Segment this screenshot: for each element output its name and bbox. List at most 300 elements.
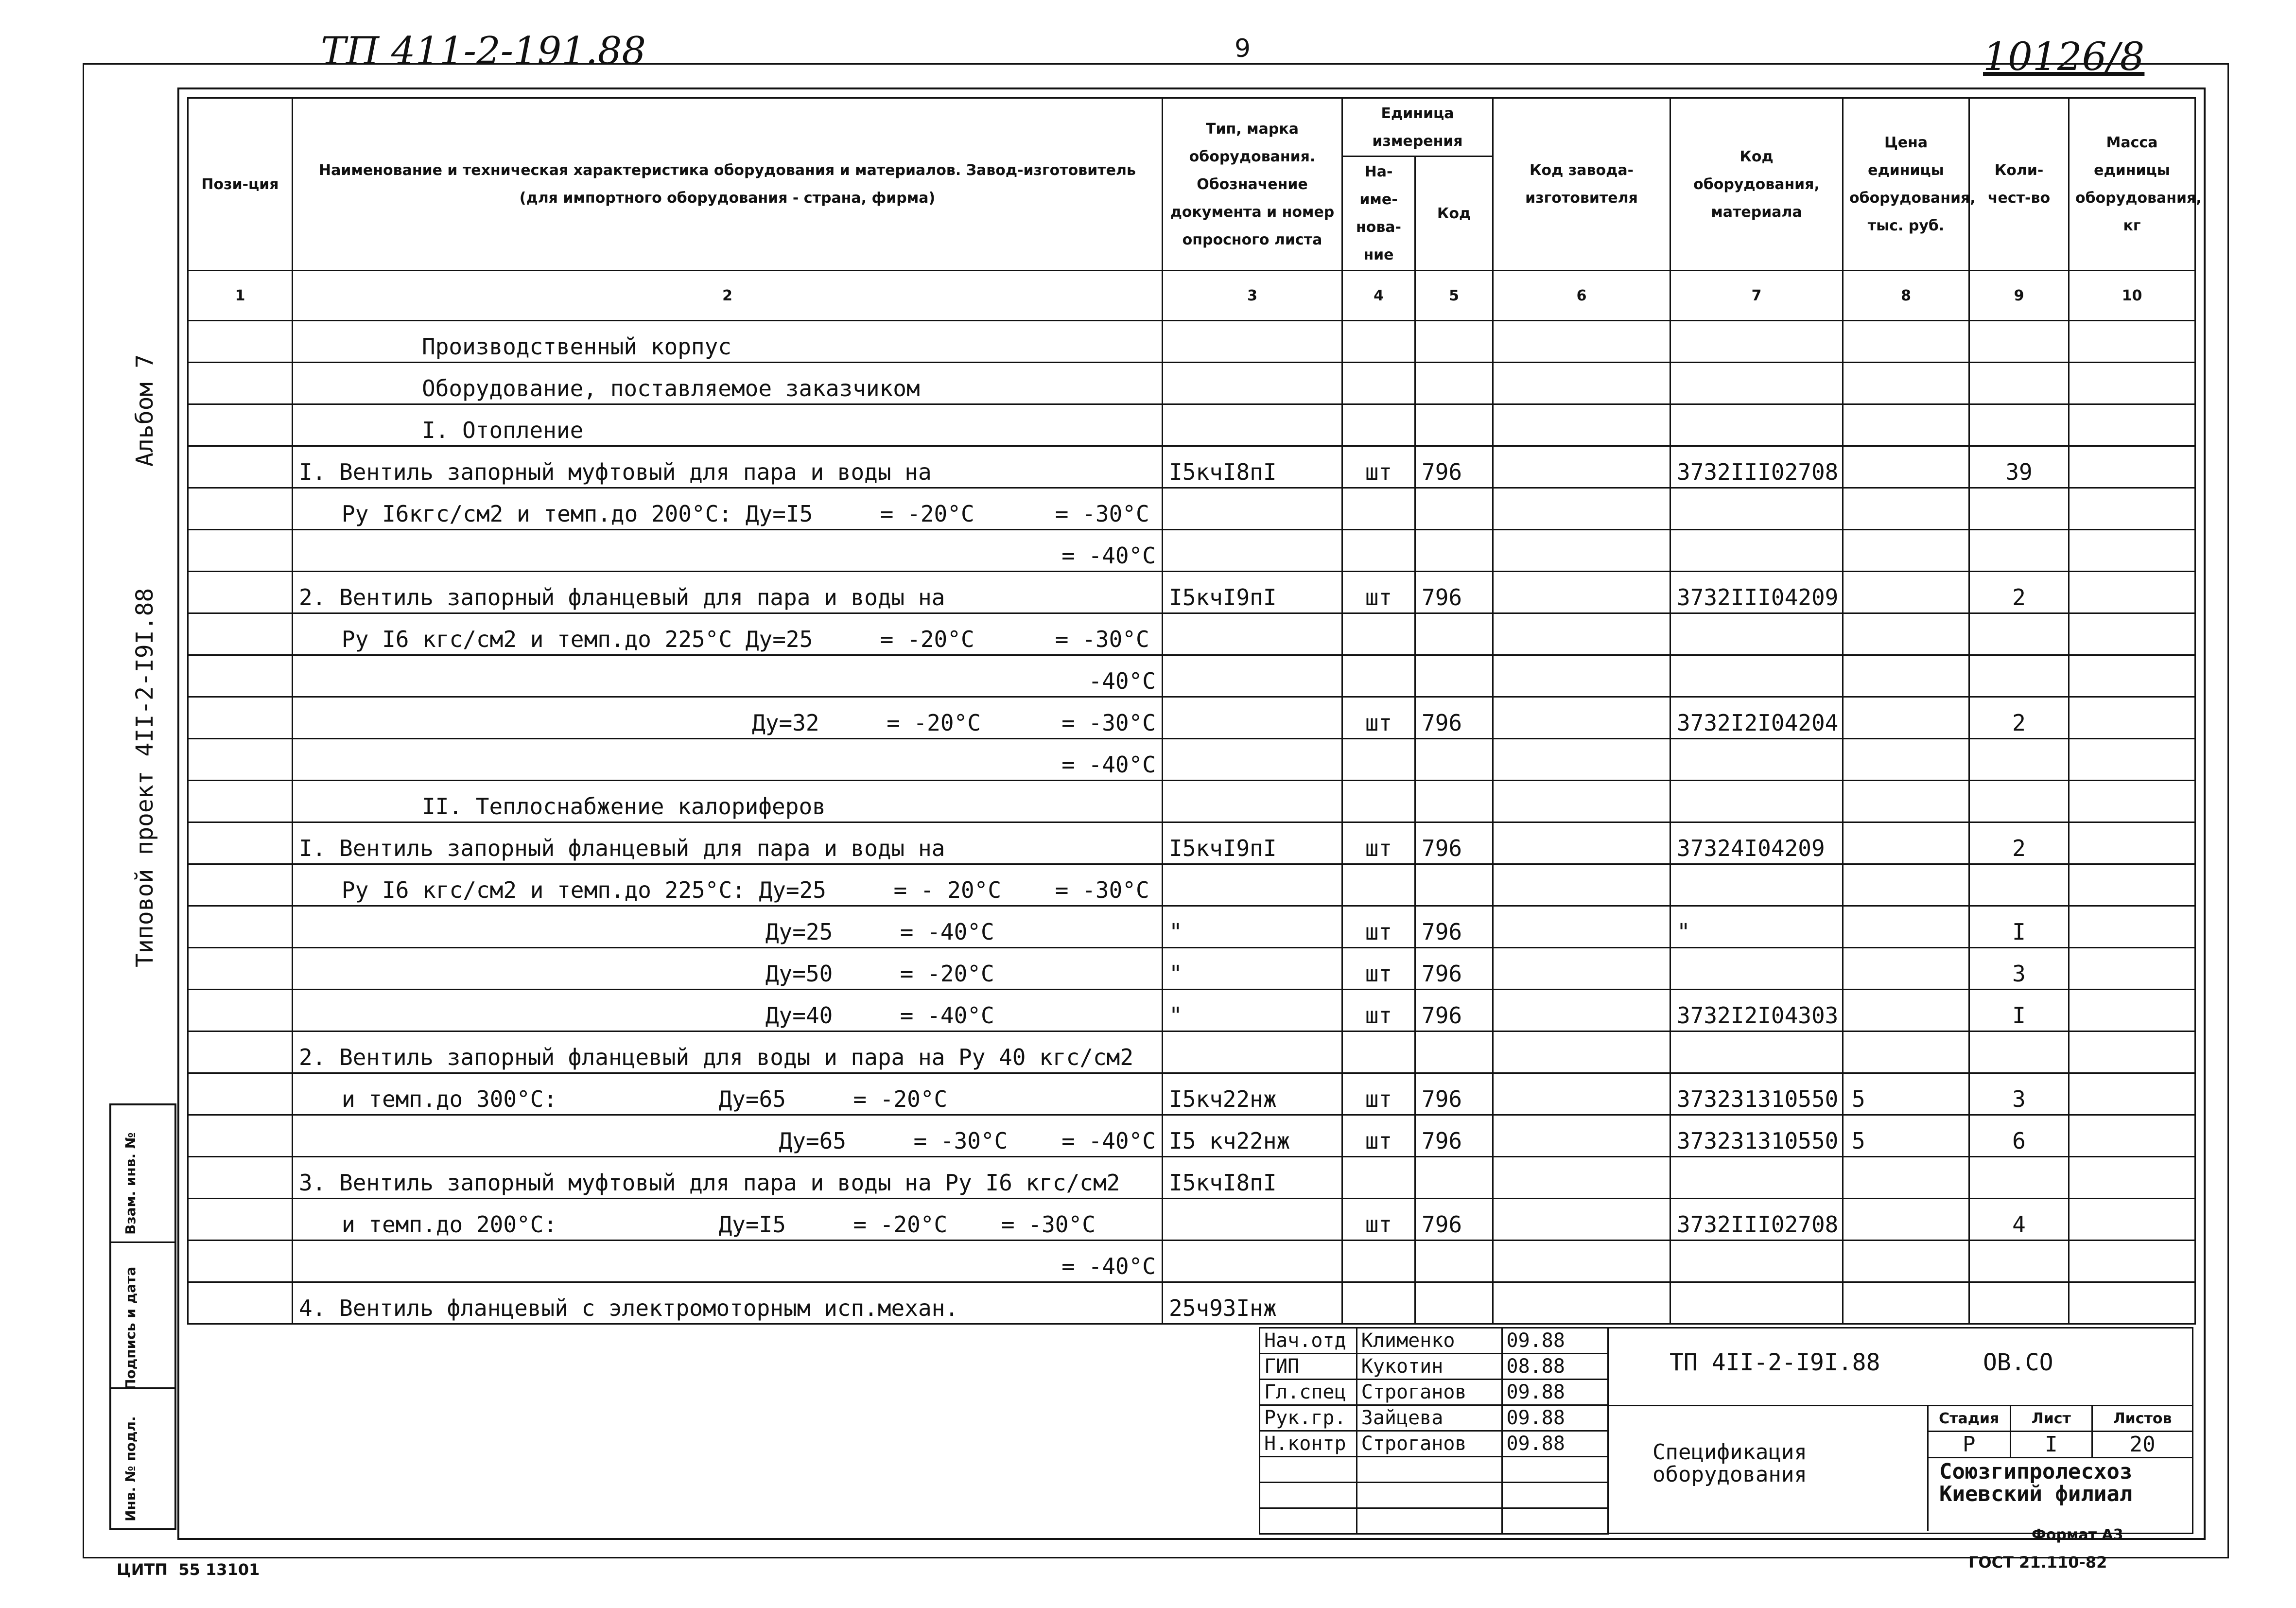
row-equipment-code: 373231310550 5 (1670, 1073, 1843, 1115)
signer-name: Строганов (1357, 1380, 1502, 1405)
row-mass (2069, 1241, 2195, 1282)
row-equipment-code (1670, 739, 1843, 781)
row-equipment-code (1670, 488, 1843, 530)
row-unit-code: 796 (1415, 822, 1493, 864)
row-position (188, 1031, 293, 1073)
row-price (1843, 822, 1969, 864)
row-factory-code (1493, 1115, 1670, 1157)
row-price (1843, 530, 1969, 572)
row-unit-code: 796 (1415, 697, 1493, 739)
row-unit-name (1342, 655, 1415, 697)
row-type (1163, 1199, 1342, 1241)
row-equipment-code: " (1670, 906, 1843, 948)
sheet-value: I (2010, 1432, 2092, 1458)
signer-row (1260, 1380, 1608, 1405)
row-type: I5кчI8пI (1163, 1157, 1342, 1199)
signer-role: ГИП (1260, 1354, 1357, 1380)
row-position (188, 1241, 293, 1282)
col-num: 3 (1163, 271, 1342, 321)
row-equipment-code: 3732I2I04204 (1670, 697, 1843, 739)
row-factory-code (1493, 530, 1670, 572)
row-mass (2069, 990, 2195, 1031)
row-price (1843, 1282, 1969, 1324)
row-price (1843, 948, 1969, 990)
row-unit-code (1415, 363, 1493, 404)
row-equipment-code (1670, 781, 1843, 822)
row-unit-code: 796 (1415, 906, 1493, 948)
row-mass (2069, 1031, 2195, 1073)
col-num: 8 (1843, 271, 1969, 321)
row-unit-name (1342, 321, 1415, 363)
row-mass (2069, 446, 2195, 488)
side-stamp (109, 1103, 176, 1530)
row-factory-code (1493, 572, 1670, 613)
row-mass (2069, 488, 2195, 530)
row-position (188, 906, 293, 948)
row-mass (2069, 1157, 2195, 1199)
row-equipment-code (1670, 1157, 1843, 1199)
header-type: Тип, марка оборудования. Обозначение документа и номер опросного листа (1163, 98, 1342, 271)
row-unit-code: 796 (1415, 1073, 1493, 1115)
table-row (188, 321, 2195, 363)
album-label: Альбом 7 (131, 354, 158, 467)
stamp-podpis-data: Подпись и дата (122, 1266, 139, 1390)
row-type: " (1163, 906, 1342, 948)
row-position (188, 572, 293, 613)
table-row (188, 363, 2195, 404)
row-price (1843, 572, 1969, 613)
header-unit: Единица измерения (1342, 98, 1493, 157)
row-mass (2069, 948, 2195, 990)
table-row (188, 864, 2195, 906)
row-quantity (1969, 321, 2069, 363)
row-price (1843, 363, 1969, 404)
row-position (188, 363, 293, 404)
row-type (1163, 488, 1342, 530)
row-unit-code (1415, 1031, 1493, 1073)
row-quantity: 2 (1969, 697, 2069, 739)
row-unit-code (1415, 404, 1493, 446)
row-quantity: 39 (1969, 446, 2069, 488)
row-name: Ду=25 = -40°С (293, 906, 1163, 948)
row-position (188, 822, 293, 864)
row-type: I5кч22нж (1163, 1073, 1342, 1115)
row-price (1843, 404, 1969, 446)
row-unit-name (1342, 1157, 1415, 1199)
row-factory-code (1493, 864, 1670, 906)
row-mass (2069, 1282, 2195, 1324)
row-name: 3. Вентиль запорный муфтовый для пара и воды на Ру I6 кгс/см2 (293, 1157, 1163, 1199)
row-quantity: 3 (1969, 948, 2069, 990)
row-name: 2. Вентиль запорный фланцевый для воды и пара на Ру 40 кгс/см2 (293, 1031, 1163, 1073)
signer-name: Зайцева (1357, 1405, 1502, 1431)
row-equipment-code: 3732I2I04303 (1670, 990, 1843, 1031)
signer-date: 08.88 (1502, 1354, 1608, 1380)
row-unit-name: шт (1342, 572, 1415, 613)
table-row (188, 1241, 2195, 1282)
doc-code: ТП 4II-2-I9I.88 (1670, 1349, 1880, 1376)
row-quantity: 2 (1969, 572, 2069, 613)
row-unit-name: шт (1342, 822, 1415, 864)
row-equipment-code: 37324I04209 (1670, 822, 1843, 864)
row-position (188, 321, 293, 363)
row-unit-name (1342, 781, 1415, 822)
row-mass (2069, 613, 2195, 655)
row-mass (2069, 1115, 2195, 1157)
row-unit-name (1342, 488, 1415, 530)
row-factory-code (1493, 739, 1670, 781)
row-factory-code (1493, 822, 1670, 864)
row-factory-code (1493, 1199, 1670, 1241)
header-unit-name: На-име-нова-ние (1342, 157, 1415, 271)
row-type (1163, 530, 1342, 572)
header-price: Цена единицы оборудования, тыс. руб. (1843, 98, 1969, 271)
table-row (188, 781, 2195, 822)
row-unit-code: 796 (1415, 948, 1493, 990)
header-name: Наименование и техническая характеристика оборудования и материалов. Завод-изготовитель (для импортного оборудования - страна, фирма) (293, 98, 1163, 271)
header-pos: Пози-ция (188, 98, 293, 271)
signatures-block (1259, 1327, 1609, 1535)
col-num: 5 (1415, 271, 1493, 321)
table-row (188, 530, 2195, 572)
row-factory-code (1493, 363, 1670, 404)
row-position (188, 404, 293, 446)
signer-name: Клименко (1357, 1328, 1502, 1354)
row-type (1163, 697, 1342, 739)
signer-role: Гл.спец (1260, 1380, 1357, 1405)
row-unit-name: шт (1342, 697, 1415, 739)
sheet-label: Лист (2010, 1406, 2092, 1432)
row-name: Производственный корпус (293, 321, 1163, 363)
row-name: = -40°С (293, 739, 1163, 781)
col-num: 2 (293, 271, 1163, 321)
gost-label: ГОСТ 21.110-82 (1968, 1553, 2107, 1572)
row-unit-code: 796 (1415, 1115, 1493, 1157)
row-equipment-code: 3732III02708 (1670, 446, 1843, 488)
row-name: I. Вентиль запорный муфтовый для пара и воды на (293, 446, 1163, 488)
row-type (1163, 864, 1342, 906)
signer-role: Нач.отд (1260, 1328, 1357, 1354)
row-unit-code (1415, 530, 1493, 572)
row-type: I5кчI9пI (1163, 572, 1342, 613)
row-quantity (1969, 1031, 2069, 1073)
row-unit-code (1415, 1282, 1493, 1324)
row-mass (2069, 404, 2195, 446)
row-price (1843, 1241, 1969, 1282)
row-unit-code (1415, 739, 1493, 781)
row-quantity (1969, 530, 2069, 572)
row-unit-code (1415, 321, 1493, 363)
header-equipment-code: Код оборудования, материала (1670, 98, 1843, 271)
row-unit-name: шт (1342, 446, 1415, 488)
header-unit-code: Код (1415, 157, 1493, 271)
row-unit-name (1342, 739, 1415, 781)
row-quantity (1969, 1157, 2069, 1199)
table-row (188, 404, 2195, 446)
row-name: Ду=32 = -20°С = -30°С (293, 697, 1163, 739)
signer-name: Кукотин (1357, 1354, 1502, 1380)
row-mass (2069, 1073, 2195, 1115)
signer-date: 09.88 (1502, 1328, 1608, 1354)
signer-role: Рук.гр. (1260, 1405, 1357, 1431)
row-equipment-code: 3732III02708 (1670, 1199, 1843, 1241)
table-row (188, 948, 2195, 990)
row-unit-code (1415, 781, 1493, 822)
row-equipment-code (1670, 530, 1843, 572)
row-name: Ду=50 = -20°С (293, 948, 1163, 990)
row-unit-code (1415, 613, 1493, 655)
row-equipment-code (1670, 404, 1843, 446)
row-quantity (1969, 864, 2069, 906)
row-quantity (1969, 739, 2069, 781)
row-type: " (1163, 990, 1342, 1031)
row-mass (2069, 530, 2195, 572)
row-name: Ду=65 = -30°С = -40°С (293, 1115, 1163, 1157)
table-row (188, 572, 2195, 613)
row-price (1843, 1157, 1969, 1199)
table-row (188, 1115, 2195, 1157)
row-factory-code (1493, 404, 1670, 446)
row-name: 2. Вентиль запорный фланцевый для пара и воды на (293, 572, 1163, 613)
stage-label: Стадия (1928, 1406, 2011, 1432)
row-equipment-code (1670, 655, 1843, 697)
row-equipment-code (1670, 363, 1843, 404)
row-factory-code (1493, 321, 1670, 363)
header-mass: Масса единицы оборудования, кг (2069, 98, 2195, 271)
sheets-label: Листов (2092, 1406, 2193, 1432)
organization: Союзгипролесхоз Киевский филиал (1939, 1459, 2133, 1506)
row-factory-code (1493, 1282, 1670, 1324)
col-num: 9 (1969, 271, 2069, 321)
table-row (188, 488, 2195, 530)
row-unit-code (1415, 488, 1493, 530)
row-quantity (1969, 655, 2069, 697)
row-type (1163, 1241, 1342, 1282)
signer-name: Строганов (1357, 1431, 1502, 1457)
row-name: и темп.до 200°С: Ду=I5 = -20°С = -30°С (293, 1199, 1163, 1241)
row-quantity (1969, 363, 2069, 404)
doc-title: Спецификация оборудования (1652, 1440, 1807, 1487)
row-type (1163, 404, 1342, 446)
row-unit-name: шт (1342, 948, 1415, 990)
row-factory-code (1493, 1031, 1670, 1073)
row-price (1843, 781, 1969, 822)
signer-row (1260, 1405, 1608, 1431)
row-mass (2069, 906, 2195, 948)
row-position (188, 613, 293, 655)
row-factory-code (1493, 1157, 1670, 1199)
handwritten-doc-code: ТП 411-2-191.88 (321, 29, 646, 73)
row-type (1163, 1031, 1342, 1073)
row-type: 25ч93Iнж (1163, 1282, 1342, 1324)
row-type (1163, 739, 1342, 781)
row-unit-name: шт (1342, 906, 1415, 948)
archive-number: 10126/8 (1983, 34, 2145, 79)
row-unit-code (1415, 1241, 1493, 1282)
row-factory-code (1493, 488, 1670, 530)
row-mass (2069, 1199, 2195, 1241)
row-name: и темп.до 300°С: Ду=65 = -20°С (293, 1073, 1163, 1115)
signer-date: 09.88 (1502, 1431, 1608, 1457)
signer-row (1260, 1431, 1608, 1457)
row-price (1843, 446, 1969, 488)
row-unit-code: 796 (1415, 1199, 1493, 1241)
table-row (188, 1282, 2195, 1324)
row-quantity: I (1969, 906, 2069, 948)
row-factory-code (1493, 906, 1670, 948)
row-name: Ру I6 кгс/см2 и темп.до 225°С Ду=25 = -20°С = -30°С (293, 613, 1163, 655)
table-row (188, 739, 2195, 781)
row-quantity: 2 (1969, 822, 2069, 864)
row-price (1843, 1031, 1969, 1073)
row-name: I. Отопление (293, 404, 1163, 446)
table-row (188, 613, 2195, 655)
row-name: = -40°С (293, 530, 1163, 572)
row-type: I5кчI9пI (1163, 822, 1342, 864)
row-position (188, 739, 293, 781)
row-quantity (1969, 1282, 2069, 1324)
col-num: 1 (188, 271, 293, 321)
header-factory-code: Код завода-изготовителя (1493, 98, 1670, 271)
row-mass (2069, 781, 2195, 822)
row-unit-name: шт (1342, 1073, 1415, 1115)
row-unit-name (1342, 1282, 1415, 1324)
row-name: II. Теплоснабжение калориферов (293, 781, 1163, 822)
row-name: = -40°С (293, 1241, 1163, 1282)
stage-value: Р (1928, 1432, 2011, 1458)
bottom-left-code: ЦИТП 55 13101 (117, 1560, 260, 1579)
row-equipment-code (1670, 864, 1843, 906)
row-factory-code (1493, 697, 1670, 739)
row-price (1843, 739, 1969, 781)
row-position (188, 990, 293, 1031)
row-unit-name (1342, 613, 1415, 655)
row-position (188, 1073, 293, 1115)
row-equipment-code (1670, 613, 1843, 655)
row-mass (2069, 572, 2195, 613)
row-price (1843, 697, 1969, 739)
row-equipment-code (1670, 321, 1843, 363)
row-factory-code (1493, 613, 1670, 655)
row-position (188, 864, 293, 906)
row-factory-code (1493, 948, 1670, 990)
row-equipment-code (1670, 1282, 1843, 1324)
row-mass (2069, 321, 2195, 363)
row-unit-name: шт (1342, 1199, 1415, 1241)
row-price (1843, 488, 1969, 530)
col-num: 7 (1670, 271, 1843, 321)
row-type (1163, 321, 1342, 363)
row-quantity (1969, 1241, 2069, 1282)
row-quantity: I (1969, 990, 2069, 1031)
row-name: 4. Вентиль фланцевый с электромоторным исп.механ. (293, 1282, 1163, 1324)
row-mass (2069, 822, 2195, 864)
row-factory-code (1493, 446, 1670, 488)
row-unit-code: 796 (1415, 446, 1493, 488)
row-position (188, 1282, 293, 1324)
row-equipment-code (1670, 1241, 1843, 1282)
row-equipment-code: 3732III04209 (1670, 572, 1843, 613)
signer-role: Н.контр (1260, 1431, 1357, 1457)
row-price (1843, 321, 1969, 363)
row-unit-name (1342, 404, 1415, 446)
table-row (188, 1073, 2195, 1115)
sheets-value: 20 (2092, 1432, 2193, 1458)
row-unit-code: 796 (1415, 990, 1493, 1031)
row-price (1843, 864, 1969, 906)
table-row (188, 655, 2195, 697)
row-factory-code (1493, 655, 1670, 697)
row-unit-code (1415, 1157, 1493, 1199)
signer-row (1260, 1328, 1608, 1354)
row-position (188, 1199, 293, 1241)
row-type: I5кчI8пI (1163, 446, 1342, 488)
col-num: 6 (1493, 271, 1670, 321)
row-position (188, 697, 293, 739)
col-num: 10 (2069, 271, 2195, 321)
table-row (188, 906, 2195, 948)
row-mass (2069, 655, 2195, 697)
row-mass (2069, 864, 2195, 906)
stamp-vzam-inv: Взам. инв. № (122, 1132, 139, 1235)
row-position (188, 781, 293, 822)
row-position (188, 530, 293, 572)
row-unit-code (1415, 864, 1493, 906)
row-unit-name (1342, 1031, 1415, 1073)
row-unit-name: шт (1342, 1115, 1415, 1157)
signer-date: 09.88 (1502, 1405, 1608, 1431)
row-mass (2069, 363, 2195, 404)
table-row (188, 697, 2195, 739)
row-quantity: 3 (1969, 1073, 2069, 1115)
row-position (188, 446, 293, 488)
row-position (188, 488, 293, 530)
row-type: " (1163, 948, 1342, 990)
page-number: 9 (1235, 34, 1251, 63)
row-position (188, 1115, 293, 1157)
row-position (188, 948, 293, 990)
row-unit-name: шт (1342, 990, 1415, 1031)
col-num: 4 (1342, 271, 1415, 321)
row-unit-code: 796 (1415, 572, 1493, 613)
table-row (188, 446, 2195, 488)
row-price (1843, 906, 1969, 948)
table-row (188, 1157, 2195, 1199)
row-price (1843, 1199, 1969, 1241)
row-type (1163, 655, 1342, 697)
table-row (188, 990, 2195, 1031)
row-position (188, 655, 293, 697)
row-unit-name (1342, 864, 1415, 906)
stage-sheet-block (1927, 1405, 2193, 1458)
format-label: Формат А3 (2032, 1526, 2123, 1543)
row-name: Ду=40 = -40°С (293, 990, 1163, 1031)
row-price (1843, 990, 1969, 1031)
header-qty: Коли-чест-во (1969, 98, 2069, 271)
row-name: I. Вентиль запорный фланцевый для пара и воды на (293, 822, 1163, 864)
row-quantity: 4 (1969, 1199, 2069, 1241)
row-quantity (1969, 404, 2069, 446)
row-equipment-code (1670, 948, 1843, 990)
row-unit-name (1342, 363, 1415, 404)
signer-row (1260, 1354, 1608, 1380)
table-row (188, 1199, 2195, 1241)
specification-table (187, 97, 2202, 1325)
table-row (188, 822, 2195, 864)
row-unit-name (1342, 1241, 1415, 1282)
row-quantity (1969, 781, 2069, 822)
row-name: -40°С (293, 655, 1163, 697)
